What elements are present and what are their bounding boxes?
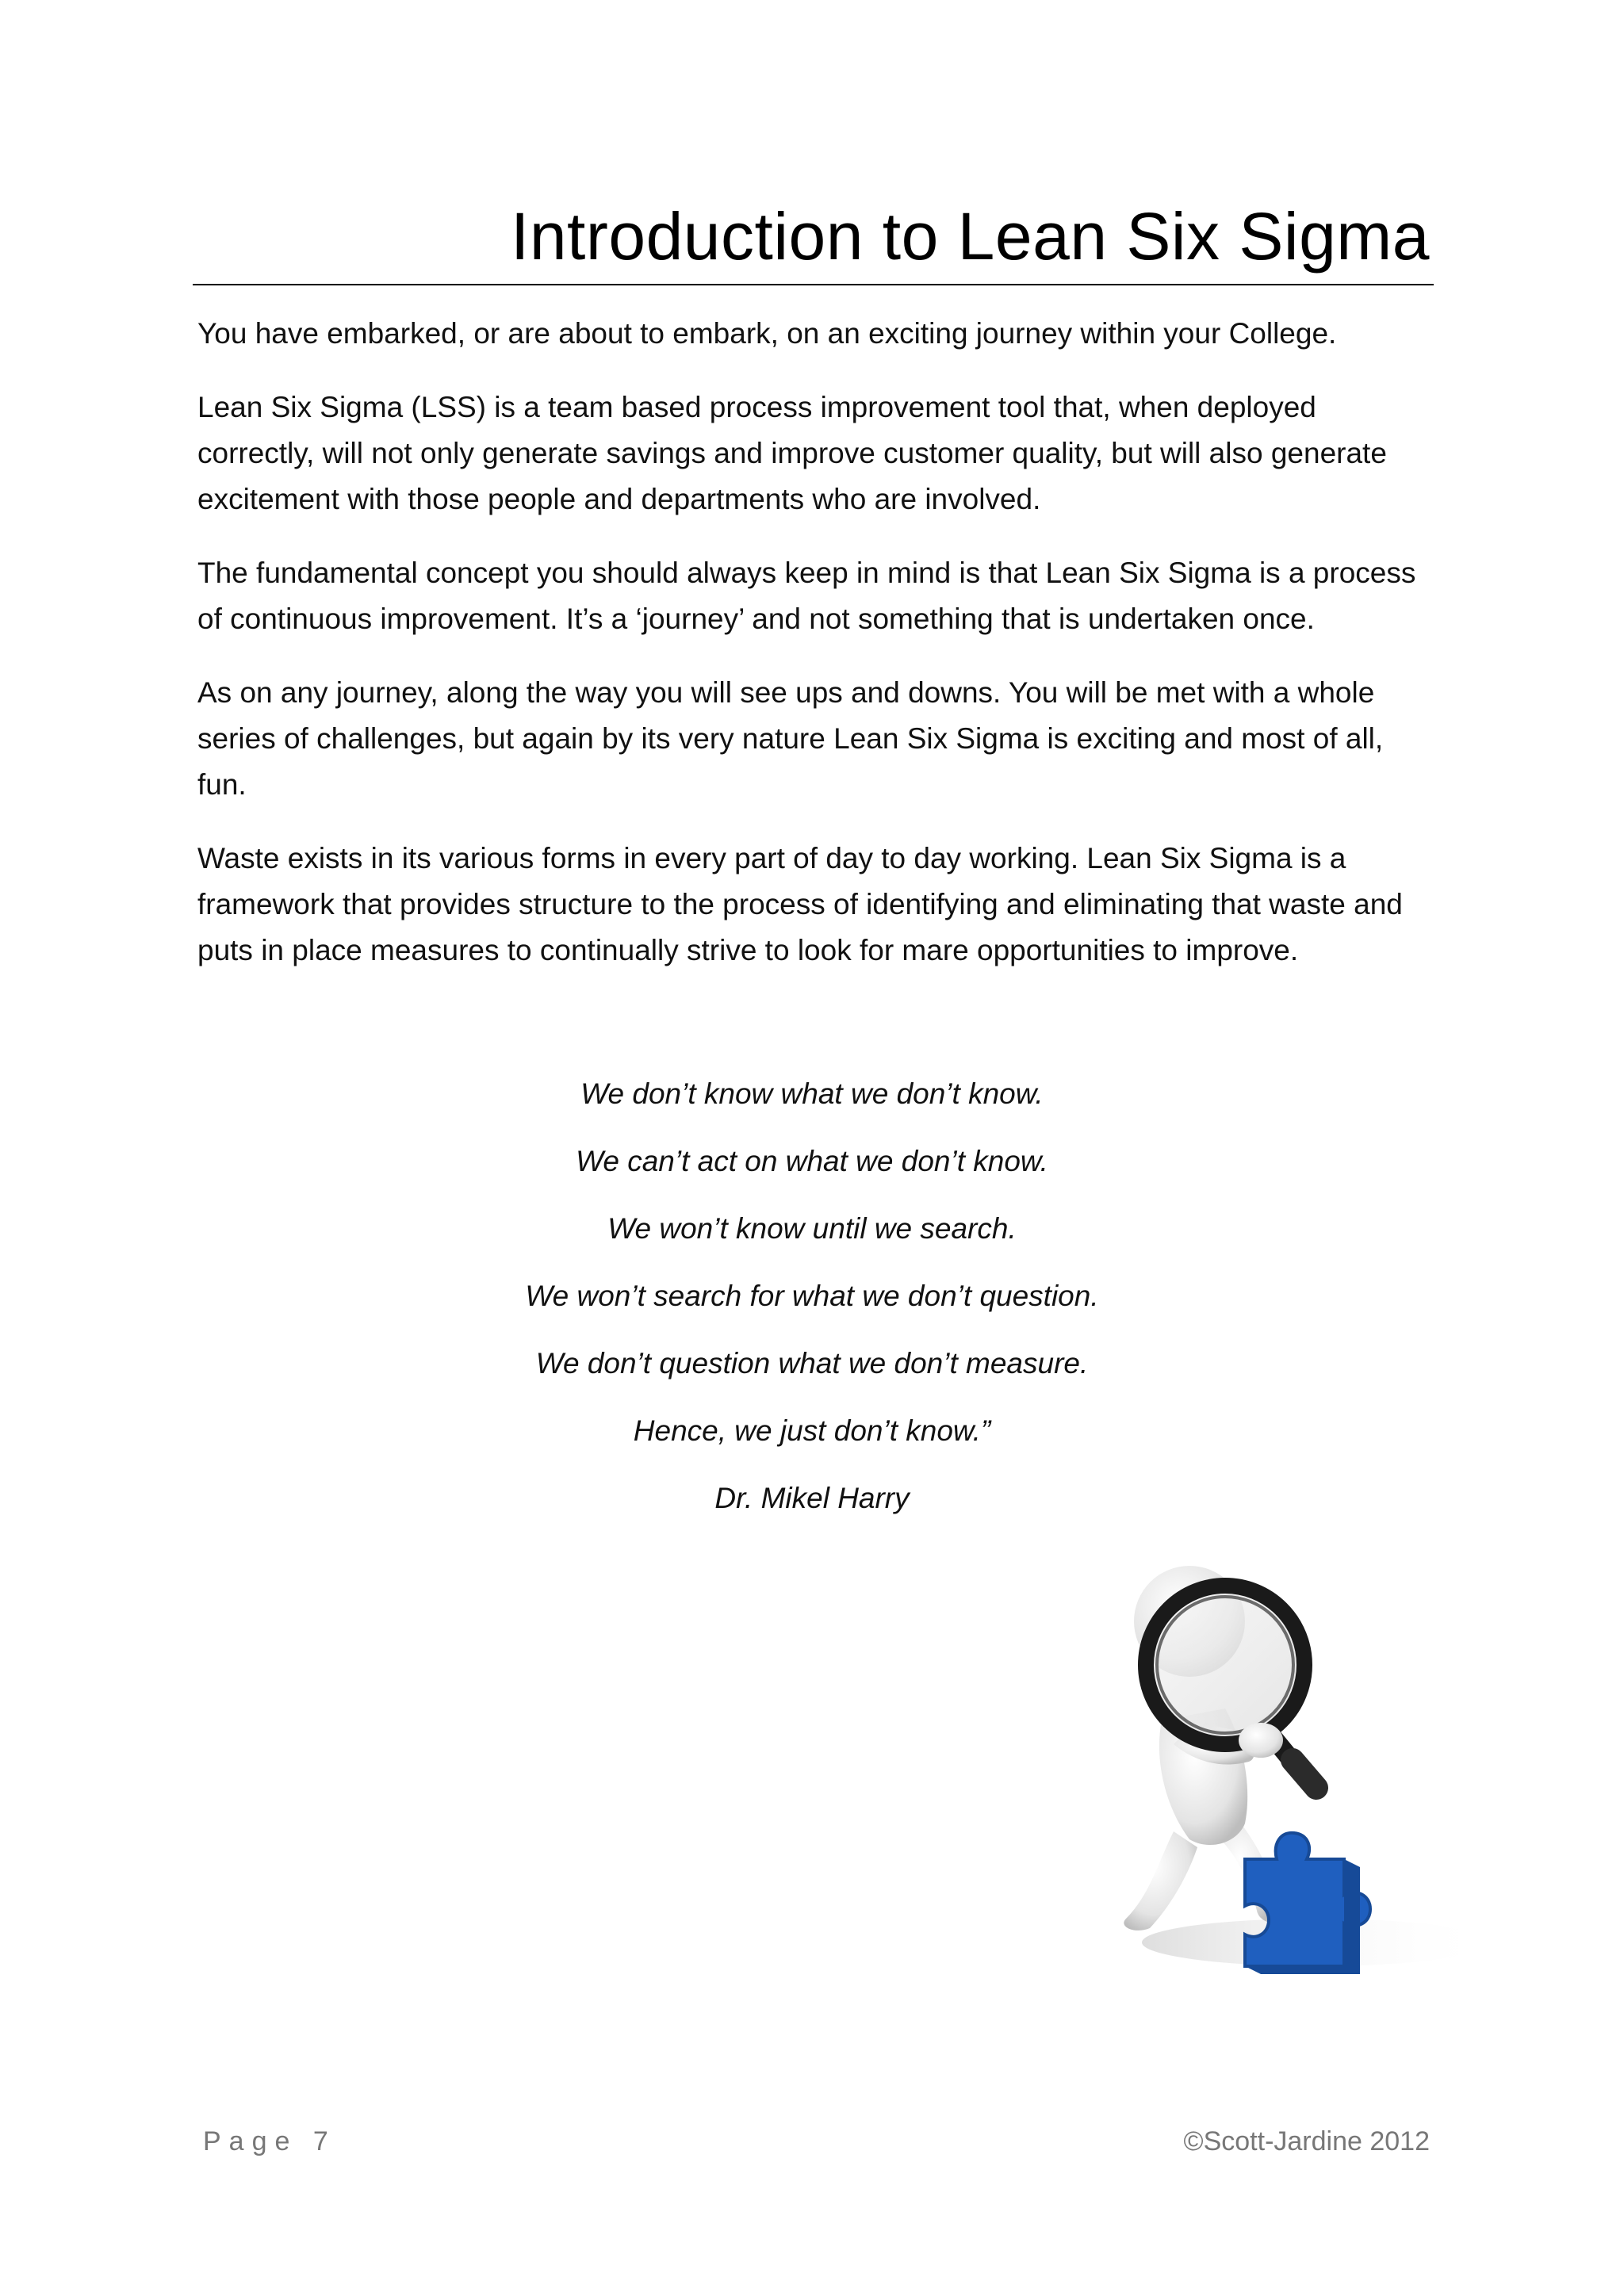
paragraph-5: Waste exists in its various forms in every part of day to day working. Lean Six Sigma is a framework that provides structure to the process of identifying and eliminating that waste and puts in place measures to continually strive to look for mare opportunities to improve. [197, 842, 1403, 966]
paragraph-2: Lean Six Sigma (LSS) is a team based process improvement tool that, when deployed correctly, will not only generate savings and improve customer quality, but will also generate excitement with those people and departments who are involved. [197, 391, 1387, 515]
paragraph-1: You have embarked, or are about to embark, on an exciting journey within your College. [197, 317, 1337, 350]
page-number-value: 7 [312, 2126, 336, 2156]
quote-line-4: We won’t search for what we don’t question. [525, 1280, 1099, 1312]
quote-line-6: Hence, we just don’t know.” [633, 1414, 991, 1447]
page-title: Introduction to Lean Six Sigma [510, 199, 1430, 274]
title-divider [193, 284, 1434, 285]
quote-author: Dr. Mikel Harry [714, 1482, 910, 1514]
magnifying-glass-figure-icon [1078, 1546, 1491, 2022]
quote-line-3: We won’t know until we search. [607, 1212, 1017, 1245]
quote-line-2: We can’t act on what we don’t know. [576, 1145, 1048, 1177]
body-text [197, 311, 1434, 1001]
page-number [203, 2126, 336, 2157]
quote-block [197, 1074, 1427, 1546]
quote-line-1: We don’t know what we don’t know. [580, 1077, 1044, 1110]
paragraph-4: As on any journey, along the way you will see ups and downs. You will be met with a whole series of challenges, but again by its very nature Lean Six Sigma is exciting and most of all, fun. [197, 676, 1384, 801]
paragraph-3: The fundamental concept you should always keep in mind is that Lean Six Sigma is a process of continuous improvement. It’s a ‘journey’ and not something that is undertaken once. [197, 557, 1416, 635]
copyright-notice: ©Scott-Jardine 2012 [1183, 2126, 1430, 2156]
page-label: Page [203, 2126, 298, 2156]
quote-line-5: We don’t question what we don’t measure. [535, 1347, 1089, 1380]
